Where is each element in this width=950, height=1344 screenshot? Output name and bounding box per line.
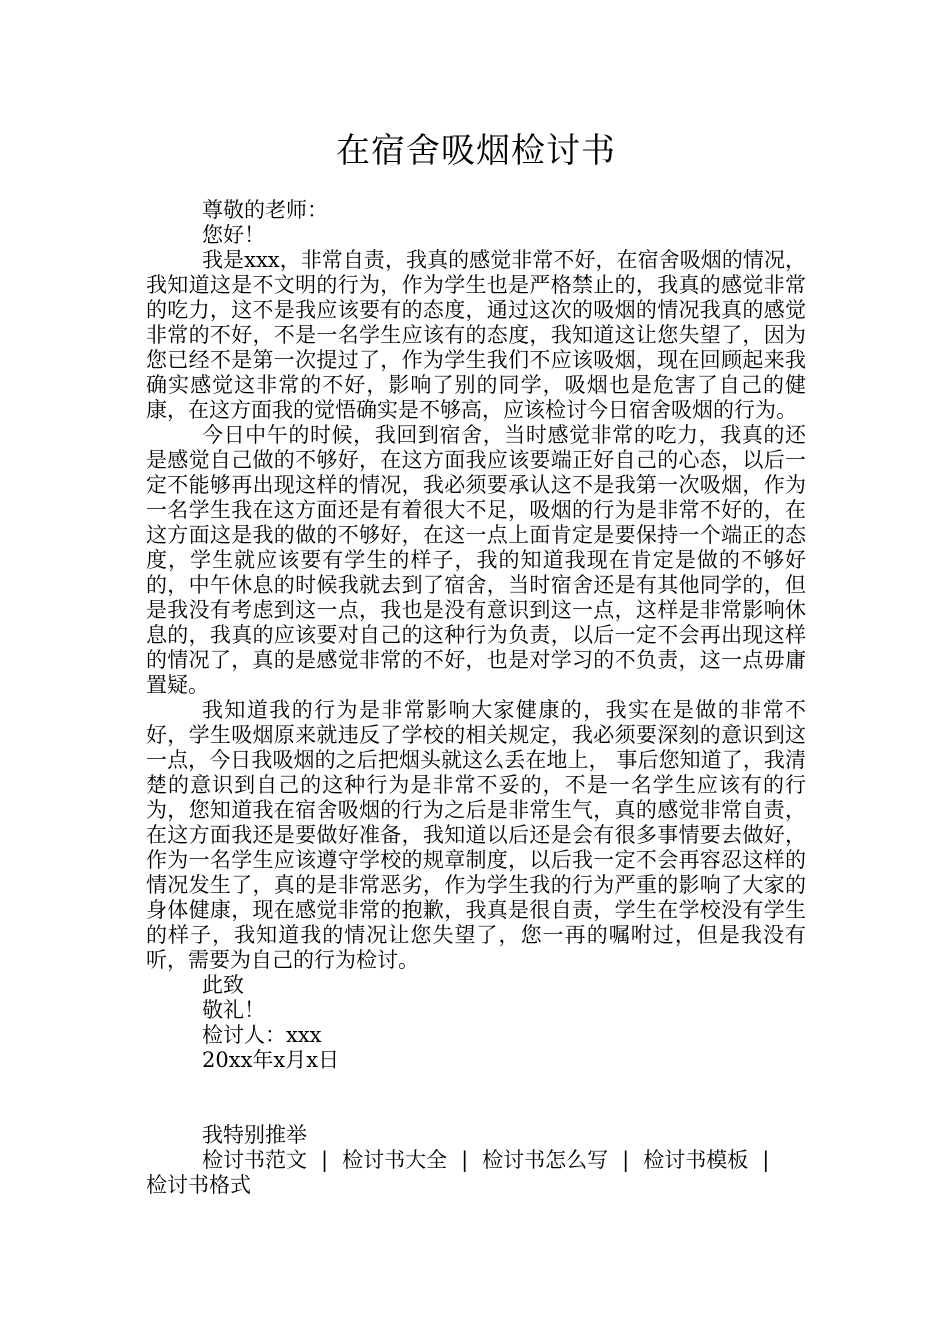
link-how-to-write[interactable]: 检讨书怎么写 [482,1148,609,1172]
link-separator: | [321,1148,329,1172]
link-sample-letters[interactable]: 检讨书范文 [202,1148,307,1172]
recommend-links-tail [146,1173,806,1198]
salutation: 尊敬的老师： [202,198,328,222]
link-separator: | [622,1148,630,1172]
document-title: 在宿舍吸烟检讨书 [336,131,616,171]
link-letter-collection[interactable]: 检讨书大全 [342,1148,448,1172]
signer: 检讨人：xxx [202,1023,322,1047]
spacer [146,1073,806,1123]
paragraph-3: 我知道我的行为是非常影响大家健康的，我实在是做的非常不好，学生吸烟原来就违反了学校的相关规定，我必须要深刻的意识到这一点，今日我吸烟的之后把烟头就这么丢在地上， 事后您知道了，我清楚的意识到自己的这种行为是非常不妥的，不是一名学生应该有的行为，您知道我在宿舍吸烟的行为之后是非常生气，真的感觉非常自责，在这方面我还是要做好准备，我知道以后还是会有很多事情要去做好，作为一名学生应该遵守学校的规章制度，以后我一定不会再容忍这样的情况发生了，真的是非常恶劣，作为学生我的行为严重的影响了大家的身体健康，现在感觉非常的抱歉，我真是很自责，学生在学校没有学生的样子，我知道我的情况让您失望了，您一再的嘱咐过，但是我没有听，需要为自己的行为检讨。 [146,698,806,972]
closing-cizhi: 此致 [202,973,244,997]
greeting: 您好！ [202,223,265,247]
link-format[interactable]: 检讨书格式 [146,1173,251,1197]
link-templates[interactable]: 检讨书模板 [643,1148,749,1172]
recommend-links [146,1148,806,1173]
link-separator: | [762,1148,770,1172]
recommend-heading: 我特别推举 [202,1123,307,1147]
paragraph-2: 今日中午的时候，我回到宿舍，当时感觉非常的吃力，我真的还是感觉自己做的不够好，在这方面我应该要端正好自己的心态，以后一定不能够再出现这样的情况，我必须要承认这不是我第一次吸烟，作为一名学生我在这方面还是有着很大不足，吸烟的行为是非常不好的，在这方面这是我的做的不够好，在这一点上面肯定是要保持一个端正的态度，学生就应该要有学生的样子，我的知道我现在肯定是做的不够好的，中午休息的时候我就去到了宿舍，当时宿舍还是有其他同学的，但是我没有考虑到这一点，我也是没有意识到这一点，这样是非常影响休息的，我真的应该要对自己的这种行为负责，以后一定不会再出现这样的情况了，真的是感觉非常的不好，也是对学习的不负责，这一点毋庸置疑。 [146,423,806,697]
closing-jingli: 敬礼！ [202,998,265,1022]
document-body [146,198,806,1198]
date: 20xx年x月x日 [202,1048,340,1072]
paragraph-1: 我是xxx，非常自责，我真的感觉非常不好，在宿舍吸烟的情况，我知道这是不文明的行为，作为学生也是严格禁止的，我真的感觉非常的吃力，这不是我应该要有的态度，通过这次的吸烟的情况我真的感觉非常的不好，不是一名学生应该有的态度，我知道这让您失望了，因为您已经不是第一次提过了，作为学生我们不应该吸烟，现在回顾起来我确实感觉这非常的不好，影响了别的同学，吸烟也是危害了自己的健康，在这方面我的觉悟确实是不够高，应该检讨今日宿舍吸烟的行为。 [146,248,806,422]
link-separator: | [461,1148,469,1172]
